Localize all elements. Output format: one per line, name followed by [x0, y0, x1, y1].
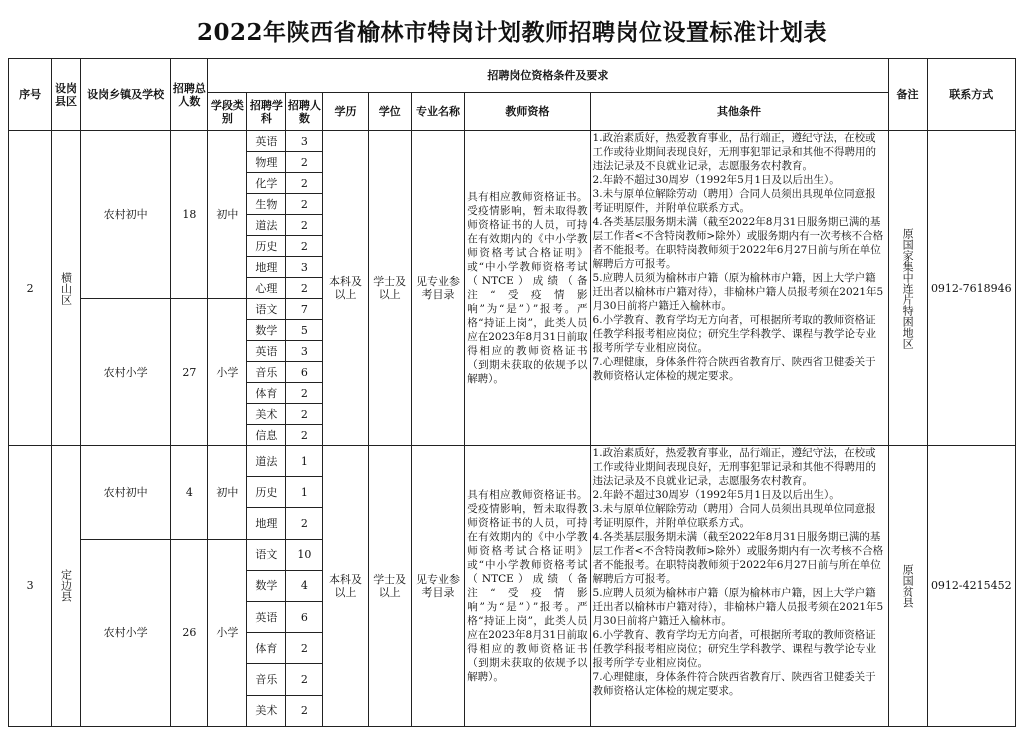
subject-cell: 道法 [247, 215, 286, 236]
subject-cell: 历史 [247, 477, 286, 508]
count-cell: 3 [286, 257, 323, 278]
count-cell: 4 [286, 570, 323, 601]
count-cell: 2 [286, 152, 323, 173]
subject-cell: 信息 [247, 425, 286, 446]
condition-item: 4.各类基层服务期未满（截至2022年8月31日服务期已满的基层工作者<不含特岗教师>除外）或服务期内有一次考核不合格者不能报考。在职特岗教师须于2022年6月27日前与所在单位解聘后方可报考。 [592, 216, 884, 270]
subject-cell: 地理 [247, 257, 286, 278]
subject-cell: 历史 [247, 236, 286, 257]
contact-cell: 0912-7618946 [927, 131, 1015, 446]
remark-cell: 原国家集中连片特困地区 [888, 131, 927, 446]
condition-item: 6.小学教育、教育学均无方向者，可根据所考取的教师资格证任教学科报考相应岗位；研究生学科教学、课程与教学论专业报考所学专业相应岗位。 [592, 629, 877, 669]
total-cell: 4 [171, 446, 208, 540]
subject-cell: 英语 [247, 341, 286, 362]
header-subject: 招聘学科 [247, 93, 286, 131]
recruitment-table [8, 58, 1016, 727]
remark-cell: 原国贫县 [888, 446, 927, 727]
header-contact: 联系方式 [927, 59, 1015, 131]
subject-cell: 英语 [247, 131, 286, 152]
stage-cell: 小学 [208, 299, 247, 446]
count-cell: 2 [286, 508, 323, 539]
condition-item: 4.各类基层服务期未满（截至2022年8月31日服务期已满的基层工作者<不含特岗教师>除外）或服务期内有一次考核不合格者不能报考。在职特岗教师须于2022年6月27日前与所在单位解聘后方可报考。 [592, 531, 884, 585]
subject-cell: 数学 [247, 570, 286, 601]
school-cell: 农村初中 [80, 446, 170, 540]
count-cell: 7 [286, 299, 323, 320]
total-cell: 27 [171, 299, 208, 446]
count-cell: 2 [286, 404, 323, 425]
school-cell: 农村小学 [80, 539, 170, 726]
condition-item: 1.政治素质好，热爱教育事业，品行端正，遵纪守法，在校或工作或待业期间表现良好，无刑事犯罪记录和其他不得聘用的违法记录及不良就业记录，志愿服务农村教育。 [592, 132, 877, 172]
count-cell: 1 [286, 446, 323, 477]
subject-cell: 语文 [247, 539, 286, 570]
table-row [9, 446, 1016, 477]
teacher-qual-cell: 具有相应教师资格证书。受疫情影响，暂未取得教师资格证书的人员，可持在有效期内的《中小学教师资格考试合格证明》或“中小学教师资格考试（NTCE）成绩（备注“受疫情影响”为“是”）”报考。严格“持证上岗”，此类人员应在2023年8月31日前取得相应的教师资格证书（到期未获取的依规予以解聘）。 [465, 131, 590, 446]
contact-cell: 0912-4215452 [927, 446, 1015, 727]
header-row-1 [9, 59, 1016, 93]
other-conditions-cell [590, 446, 888, 727]
page-title: 2022年陕西省榆林市特岗计划教师招聘岗位设置标准计划表 [196, 19, 827, 46]
subject-cell: 心理 [247, 278, 286, 299]
subject-cell: 音乐 [247, 664, 286, 695]
condition-item: 6.小学教育、教育学均无方向者，可根据所考取的教师资格证任教学科报考相应岗位；研究生学科教学、课程与教学论专业报考所学专业相应岗位。 [592, 314, 877, 354]
header-stage: 学段类别 [208, 93, 247, 131]
subject-cell: 语文 [247, 299, 286, 320]
seq-cell: 2 [9, 131, 52, 446]
condition-item: 2.年龄不超过30周岁（1992年5月1日及以后出生）。 [592, 489, 840, 501]
header-remark: 备注 [888, 59, 927, 131]
header-school: 设岗乡镇及学校 [80, 59, 170, 131]
subject-cell: 体育 [247, 633, 286, 664]
school-cell: 农村小学 [80, 299, 170, 446]
condition-item: 5.应聘人员须为榆林市户籍（原为榆林市户籍，因上大学户籍迁出者以榆林市户籍对待），非榆林户籍人员报考须在2021年5月30日前将户籍迁入榆林市。 [592, 272, 884, 312]
header-teacher-qual: 教师资格 [465, 93, 590, 131]
subject-cell: 体育 [247, 383, 286, 404]
header-edu: 学历 [323, 93, 368, 131]
count-cell: 2 [286, 278, 323, 299]
count-cell: 10 [286, 539, 323, 570]
count-cell: 2 [286, 236, 323, 257]
subject-cell: 地理 [247, 508, 286, 539]
count-cell: 3 [286, 341, 323, 362]
subject-cell: 生物 [247, 194, 286, 215]
subject-cell: 美术 [247, 695, 286, 726]
count-cell: 6 [286, 601, 323, 632]
subject-cell: 美术 [247, 404, 286, 425]
county-cell: 横山区 [52, 131, 81, 446]
count-cell: 3 [286, 131, 323, 152]
edu-cell: 本科及以上 [323, 131, 368, 446]
total-cell: 26 [171, 539, 208, 726]
count-cell: 2 [286, 664, 323, 695]
degree-cell: 学士及以上 [368, 446, 411, 727]
count-cell: 5 [286, 320, 323, 341]
count-cell: 2 [286, 695, 323, 726]
county-cell: 定边县 [52, 446, 81, 727]
edu-cell: 本科及以上 [323, 446, 368, 727]
header-seq: 序号 [9, 59, 52, 131]
table-row [9, 131, 1016, 152]
condition-item: 3.未与原单位解除劳动（聘用）合同人员须出具现单位同意报考证明原件，并附单位联系方式。 [592, 503, 876, 529]
condition-item: 3.未与原单位解除劳动（聘用）合同人员须出具现单位同意报考证明原件，并附单位联系方式。 [592, 188, 876, 214]
count-cell: 2 [286, 425, 323, 446]
count-cell: 6 [286, 362, 323, 383]
count-cell: 2 [286, 633, 323, 664]
count-cell: 2 [286, 215, 323, 236]
header-total: 招聘总人数 [171, 59, 208, 131]
subject-cell: 物理 [247, 152, 286, 173]
header-county: 设岗县区 [52, 59, 81, 131]
header-other: 其他条件 [590, 93, 888, 131]
teacher-qual-cell: 具有相应教师资格证书。受疫情影响，暂未取得教师资格证书的人员，可持在有效期内的《中小学教师资格考试合格证明》或“中小学教师资格考试（NTCE）成绩（备注“受疫情影响”为“是”）”报考。严格“持证上岗”，此类人员应在2023年8月31日前取得相应的教师资格证书（到期未获取的依规予以解聘）。 [465, 446, 590, 727]
condition-item: 7.心理健康，身体条件符合陕西省教育厅、陕西省卫健委关于教师资格认定体检的规定要求。 [592, 671, 876, 697]
condition-item: 2.年龄不超过30周岁（1992年5月1日及以后出生）。 [592, 174, 840, 186]
condition-item: 1.政治素质好，热爱教育事业，品行端正，遵纪守法，在校或工作或待业期间表现良好，无刑事犯罪记录和其他不得聘用的违法记录及不良就业记录，志愿服务农村教育。 [592, 447, 877, 487]
seq-cell: 3 [9, 446, 52, 727]
subject-cell: 数学 [247, 320, 286, 341]
subject-cell: 化学 [247, 173, 286, 194]
major-cell: 见专业参考目录 [411, 131, 464, 446]
count-cell: 2 [286, 383, 323, 404]
count-cell: 2 [286, 173, 323, 194]
subject-cell: 道法 [247, 446, 286, 477]
stage-cell: 初中 [208, 131, 247, 299]
count-cell: 2 [286, 194, 323, 215]
condition-item: 5.应聘人员须为榆林市户籍（原为榆林市户籍，因上大学户籍迁出者以榆林市户籍对待），非榆林户籍人员报考须在2021年5月30日前将户籍迁入榆林市。 [592, 587, 884, 627]
other-conditions-cell [590, 131, 888, 446]
subject-cell: 英语 [247, 601, 286, 632]
header-major: 专业名称 [411, 93, 464, 131]
subject-cell: 音乐 [247, 362, 286, 383]
school-cell: 农村初中 [80, 131, 170, 299]
header-degree: 学位 [368, 93, 411, 131]
header-req-group: 招聘岗位资格条件及要求 [208, 59, 888, 93]
stage-cell: 初中 [208, 446, 247, 540]
stage-cell: 小学 [208, 539, 247, 726]
condition-item: 7.心理健康，身体条件符合陕西省教育厅、陕西省卫健委关于教师资格认定体检的规定要求。 [592, 356, 876, 382]
total-cell: 18 [171, 131, 208, 299]
header-count: 招聘人数 [286, 93, 323, 131]
count-cell: 1 [286, 477, 323, 508]
major-cell: 见专业参考目录 [411, 446, 464, 727]
degree-cell: 学士及以上 [368, 131, 411, 446]
